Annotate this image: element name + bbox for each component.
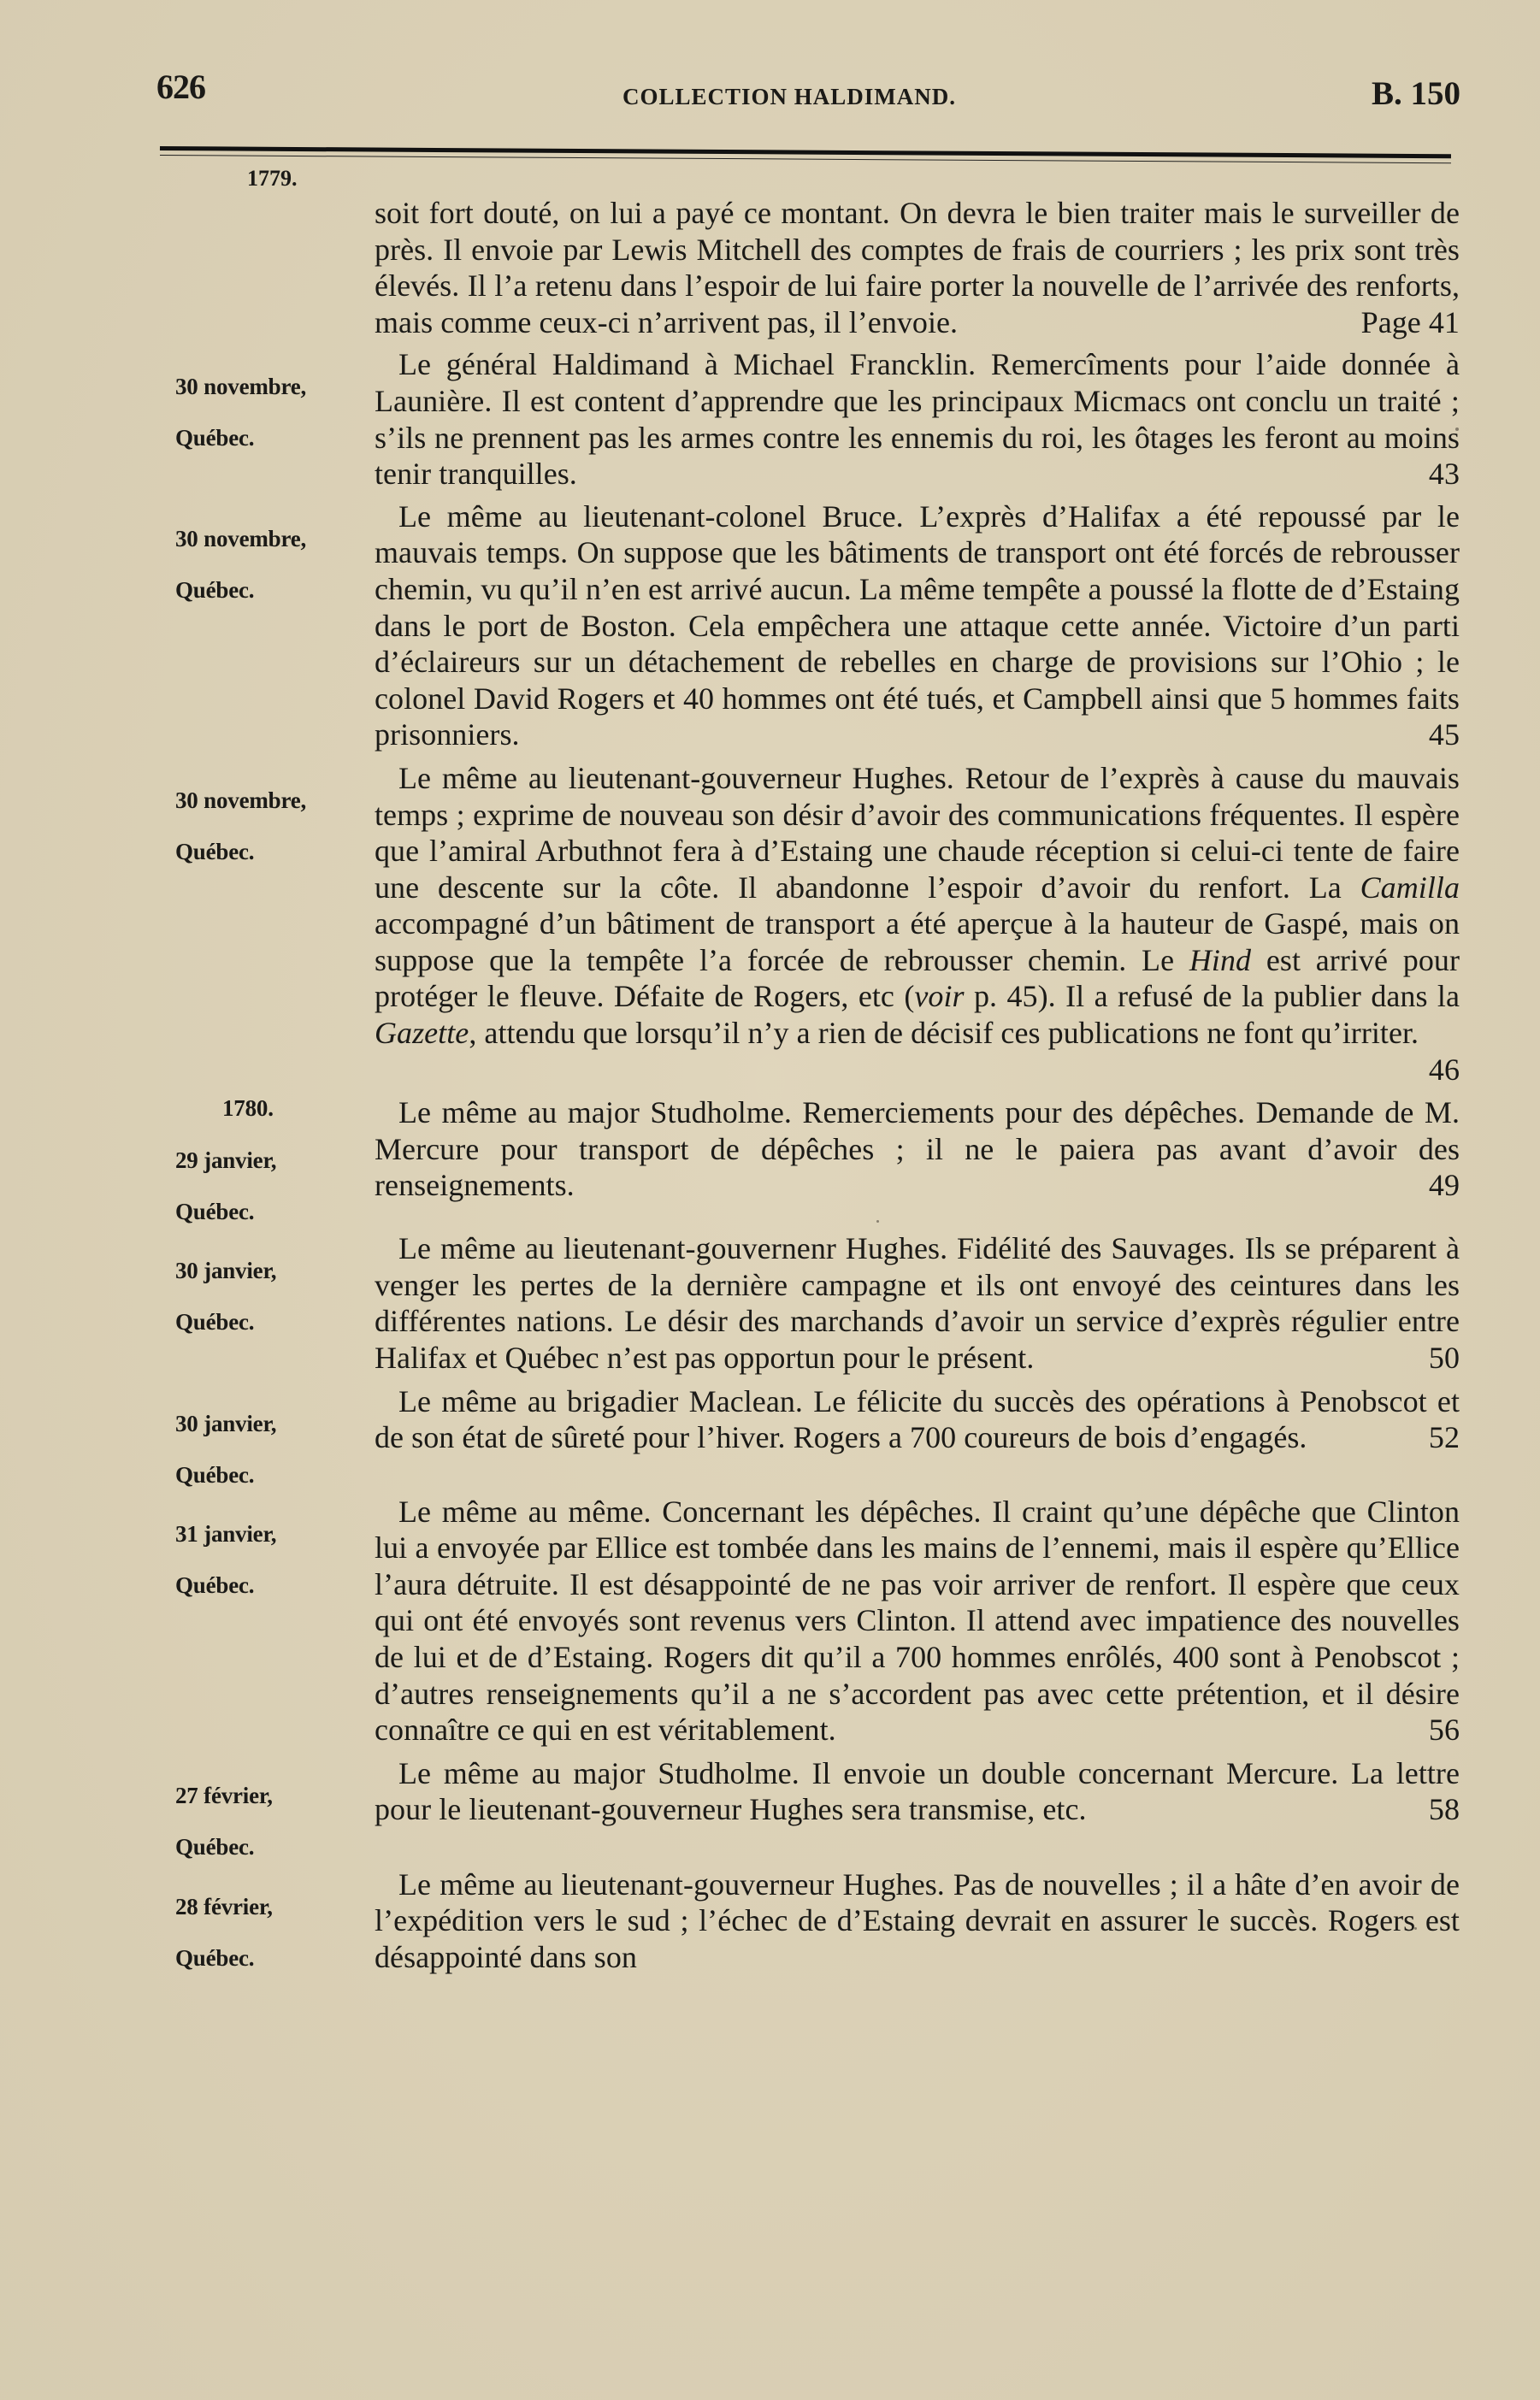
entry-summary-part: p. 45). Il a refusé de la publier dans la [964,979,1460,1014]
entry-summary-part: , attendu que lorsqu’il n’y a rien de décisif ces publications ne font qu’irriter. [469,1016,1419,1051]
entry-summary: Le général Haldimand à Michael Francklin. Remercîments pour l’aide donnée à Launière. Il est content d’apprendre que les principaux Micmacs ont conclu un traité ; s’ils ne prennent pas les armes contre les ennemis du roi, les ôtages les feront au moins tenir tranquilles. [375,347,1460,492]
ship-name-hind: Hind [1189,942,1252,977]
section-code: B. 150 [1371,75,1460,112]
entry-place: Québec. [175,1571,255,1598]
entry-date-place [175,1866,363,1976]
entry-date-place [175,1383,363,1488]
year-1779: 1779. [247,166,298,191]
page-reference: 52 [1428,1420,1460,1455]
calendar-entries [175,195,1460,1983]
entry-text [375,1494,1460,1748]
entry-summary: Le même au major Studholme. Remerciements pour des dépêches. Demande de M. Mercure pour transport de dépêches ; il ne le paiera pas avant d’avoir des renseignements. [375,1095,1460,1203]
calendar-entry [175,1755,1460,1860]
entry-text [375,346,1460,492]
entry-text [375,1383,1460,1488]
page-reference: Page 41 [1360,304,1460,339]
entry-date-place [175,498,363,753]
entry-place: Québec. [175,576,255,603]
entry-date: 27 février, [175,1782,273,1808]
entry-place: Québec. [175,1833,255,1860]
entry-date: 30 novembre, [175,787,307,813]
entry-place: Québec. [175,1309,255,1336]
page-reference: 56 [1428,1713,1460,1748]
entry-date: 29 janvier, [175,1147,277,1174]
entry-summary: Le même au major Studholme. Il envoie un double concernant Mercure. La lettre pour le lieutenant-gouverneur Hughes sera transmise, etc. [375,1755,1460,1827]
entry-year: 1780. [222,1095,274,1122]
calendar-entry [175,760,1460,1088]
entry-text [375,1094,1460,1224]
page-number: 626 [156,68,205,106]
entry-date: 30 novembre, [175,525,307,551]
calendar-entry [175,1866,1460,1976]
entry-text [375,1230,1460,1376]
calendar-entry [175,1494,1460,1748]
entry-date: 30 janvier, [175,1258,277,1284]
paper-speck [1449,846,1451,849]
newspaper-name: Gazette [375,1016,469,1051]
entry-place: Québec. [175,1944,255,1971]
page-reference: 46 [1428,1052,1460,1087]
entry-date-place [175,1094,363,1224]
entry-text [375,760,1460,1088]
entry-summary-part: Le même au lieutenant-gouverneur Hughes. Retour de l’exprès à cause du mauvais temps ; exprime de nouveau son désir d’avoir des communications fréquentes. Il espère que l’amiral Arbuthnot fera à d’Estaing une chaude réception si celui-ci tente de faire une descente sur la côte. Il abandonne l’espoir d’avoir du renfort. La [375,760,1460,905]
entry-date: 30 janvier, [175,1410,277,1436]
entry-date-place [175,1755,363,1860]
calendar-entry [175,1230,1460,1376]
entry-text [375,1866,1460,1976]
calendar-entry [175,346,1460,492]
calendar-entry [175,195,1460,340]
ship-name-camilla: Camilla [1360,870,1460,905]
entry-date: 28 février, [175,1893,273,1919]
entry-date: 31 janvier, [175,1520,277,1547]
entry-date-place [175,760,363,1088]
entry-text [375,498,1460,753]
entry-summary-part: est arrivé pour protéger le fleuve. Défaite de Rogers, etc ( [375,942,1460,1014]
running-header [156,70,1460,132]
entry-date-place [175,195,363,340]
entry-summary: Le même au même. Concernant les dépêches. Il craint qu’une dépêche que Clinton lui a envoyée par Ellice est tombée dans les mains de l’ennemi, mais il espère qu’Ellice l’aura détruite. Il est désappointé de ne pas voir arriver de renfort. Il espère que ceux qui ont été envoyés sont revenus vers Clinton. Il attend avec impatience des nouvelles de lui et de d’Estaing. Rogers dit qu’il a 700 hommes enrôlés, 400 sont à Penobscot ; d’autres renseignements qu’il a ne s’accordent pas avec cette prétention, et il désire connaître ce qui en est véritablement. [375,1494,1460,1748]
entry-summary: soit fort douté, on lui a payé ce montant. On devra le bien traiter mais le surveiller de près. Il envoie par Lewis Mitchell des comptes de frais de courriers ; les prix sont très élevés. Il l’a retenu dans l’espoir de lui faire porter la nouvelle de l’arrivée des renforts, mais comme ceux-ci n’arrivent pas, il l’envoie. [375,196,1460,339]
entry-summary: Le même au brigadier Maclean. Le félicite du succès des opérations à Penobscot et de son état de sûreté pour l’hiver. Rogers a 700 coureurs de bois d’engagés. [375,1383,1460,1455]
entry-summary: Le même au lieutenant-gouvernenr Hughes. Fidélité des Sauvages. Ils se préparent à venger les pertes de la dernière campagne et ils ont envoyé des ceintures dans les différentes nations. Le désir des marchands d’avoir un service d’exprès régulier entre Halifax et Québec n’est pas opportun pour le présent. [375,1231,1460,1376]
entry-text [375,195,1460,340]
cross-reference-voir: voir [914,979,965,1014]
entry-date-place [175,346,363,492]
running-title: COLLECTION HALDIMAND. [622,84,957,109]
page-reference: 58 [1428,1792,1460,1827]
page-reference: 49 [1428,1168,1460,1203]
paper-speck [876,1220,879,1223]
entry-place: Québec. [175,1461,255,1488]
calendar-entry [175,498,1460,753]
entry-place: Québec. [175,838,255,864]
entry-summary: Le même au lieutenant-colonel Bruce. L’exprès d’Halifax a été repoussé par le mauvais temps. On suppose que les bâtiments de transport ont été forcés de rebrousser chemin, vu qu’il n’en est arrivé aucun. La même tempête a poussé la flotte de d’Estaing dans le port de Boston. Cela empêchera une attaque cette année. Victoire d’un parti d’éclaireurs sur un détachement de rebelles en charge de provisions sur l’Ohio ; le colonel David Rogers et 40 hommes ont été tués, et Campbell ainsi que 5 hommes faits prisonniers. [375,498,1460,752]
page-reference: 45 [1428,717,1460,752]
paper-speck [1414,1927,1417,1930]
entry-text [375,1755,1460,1860]
entry-summary-part: accompagné d’un bâtiment de transport a été aperçue à la hauteur de Gaspé, mais on suppose que la tempête l’a forcée de rebrousser chemin. Le [375,906,1460,977]
entry-summary: Le même au lieutenant-gouverneur Hughes. Pas de nouvelles ; il a hâte d’en avoir de l’expédition vers le sud ; l’échec de d’Estaing devrait en assurer le succès. Rogers est désappointé dans son [375,1866,1460,1974]
calendar-entry [175,1383,1460,1488]
entry-place: Québec. [175,1199,255,1225]
page-reference: 50 [1428,1341,1460,1376]
entry-place: Québec. [175,425,255,451]
page-reference: 43 [1428,457,1460,492]
calendar-entry [175,1094,1460,1224]
entry-date-place [175,1494,363,1748]
paper-speck [1455,428,1459,431]
entry-date: 30 novembre, [175,374,307,400]
entry-date-place [175,1230,363,1376]
